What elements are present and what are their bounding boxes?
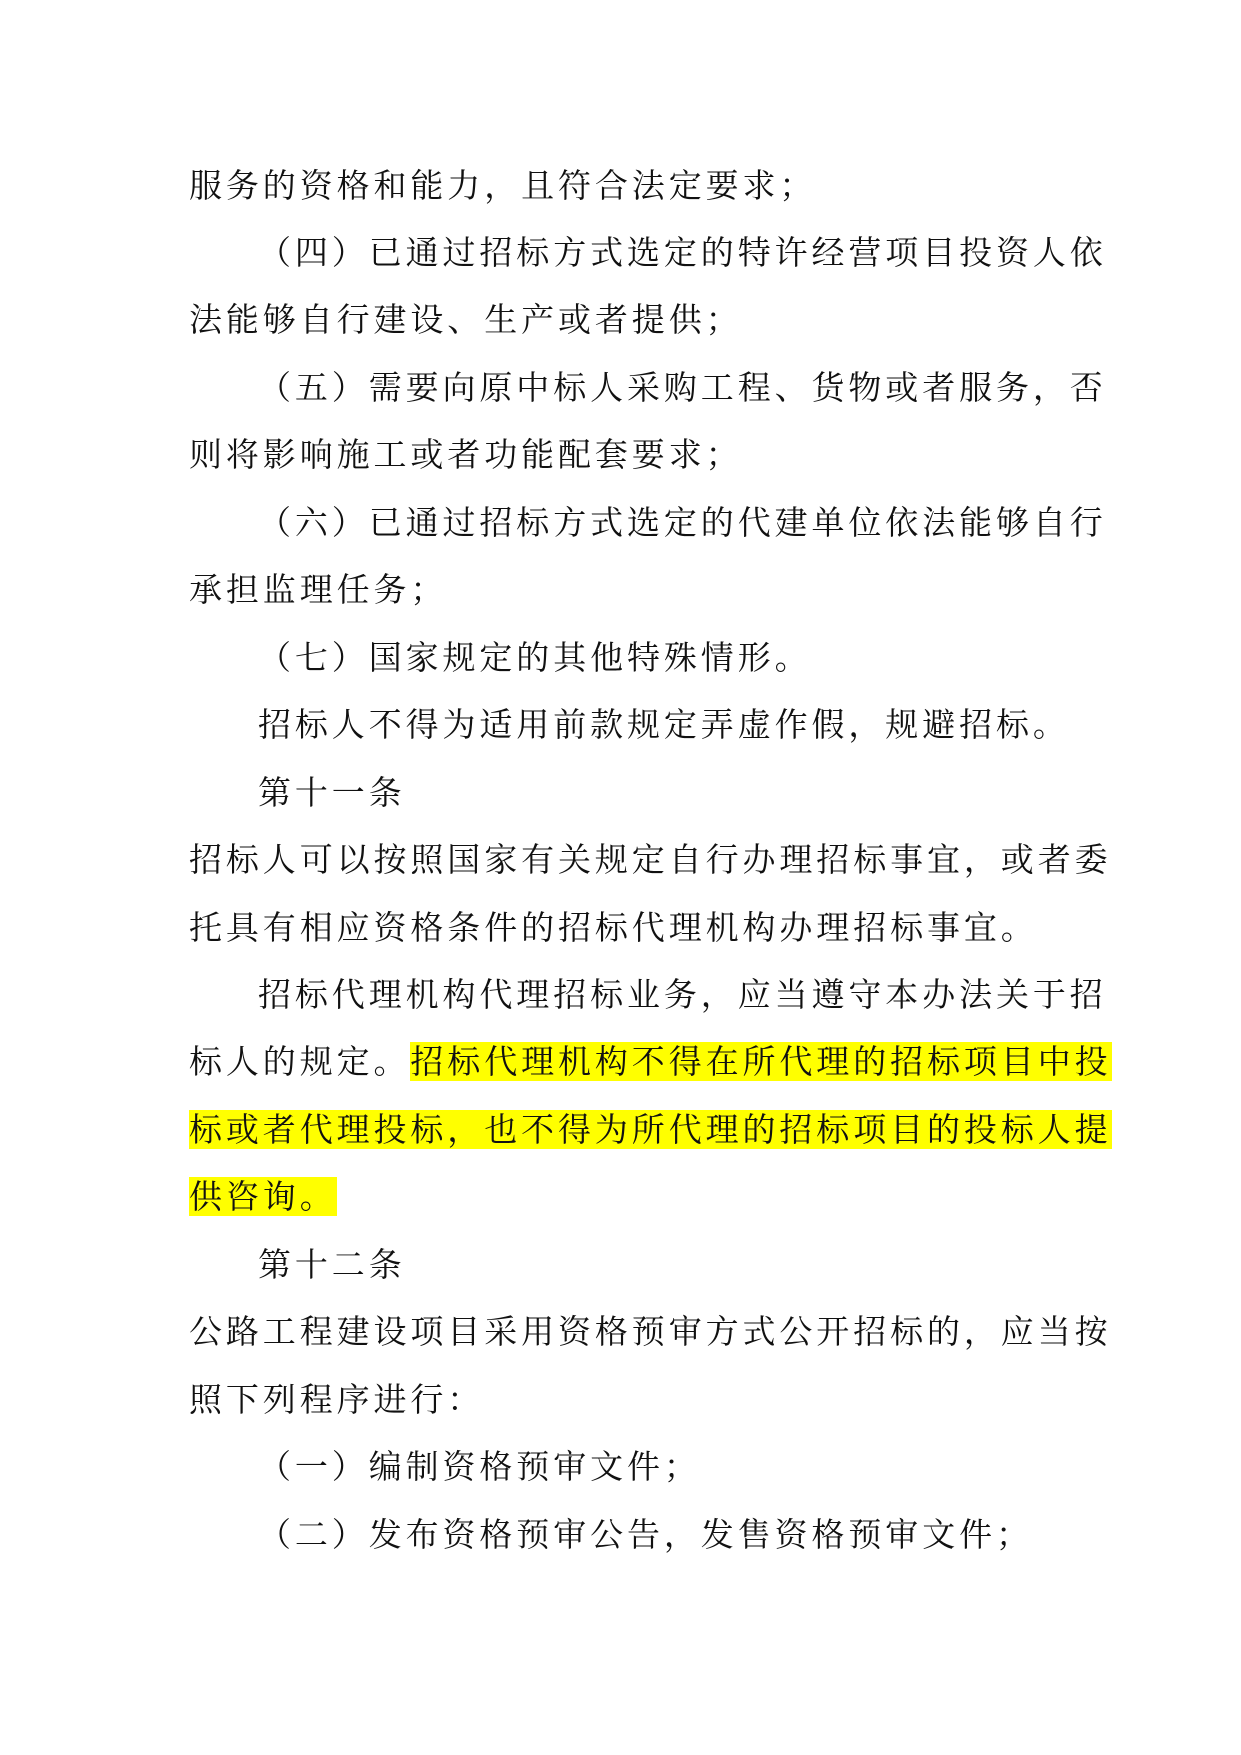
article-heading-12: 第十二条: [258, 1245, 406, 1284]
clause-item-4: （四）已通过招标方式选定的特许经营项目投资人依: [258, 233, 1107, 272]
text-line: 则将影响施工或者功能配套要求；: [189, 435, 743, 474]
text-line: 法能够自行建设、生产或者提供；: [189, 300, 743, 339]
paragraph-line: 招标人不得为适用前款规定弄虚作假，规避招标。: [258, 705, 1070, 744]
text-line: 承担监理任务；: [189, 570, 448, 609]
paragraph-line: 招标代理机构代理招标业务，应当遵守本办法关于招: [258, 975, 1107, 1014]
clause-item-7: （七）国家规定的其他特殊情形。: [258, 638, 812, 677]
highlighted-text: 供咨询。: [189, 1177, 337, 1216]
article-heading-11: 第十一条: [258, 773, 406, 812]
highlighted-text: 标或者代理投标，也不得为所代理的招标项目的投标人提: [189, 1110, 1112, 1149]
text-line: [189, 1040, 1112, 1084]
clause-item-5: （五）需要向原中标人采购工程、货物或者服务，否: [258, 368, 1107, 407]
procedure-item-2: （二）发布资格预审公告，发售资格预审文件；: [258, 1515, 1033, 1554]
text-line: 招标人可以按照国家有关规定自行办理招标事宜，或者委: [189, 840, 1112, 879]
procedure-item-1: （一）编制资格预审文件；: [258, 1447, 701, 1486]
text-line: 公路工程建设项目采用资格预审方式公开招标的，应当按: [189, 1312, 1112, 1351]
clause-item-6: （六）已通过招标方式选定的代建单位依法能够自行: [258, 503, 1107, 542]
text-line: 照下列程序进行：: [189, 1380, 485, 1419]
text-line: [189, 1175, 1029, 1219]
text-line: [189, 1108, 1112, 1152]
text-span: 标人的规定。: [189, 1042, 411, 1081]
highlighted-text: 招标代理机构不得在所代理的招标项目中投: [410, 1042, 1112, 1081]
text-line: 托具有相应资格条件的招标代理机构办理招标事宜。: [189, 908, 1038, 947]
text-line: 服务的资格和能力，且符合法定要求；: [189, 166, 817, 205]
